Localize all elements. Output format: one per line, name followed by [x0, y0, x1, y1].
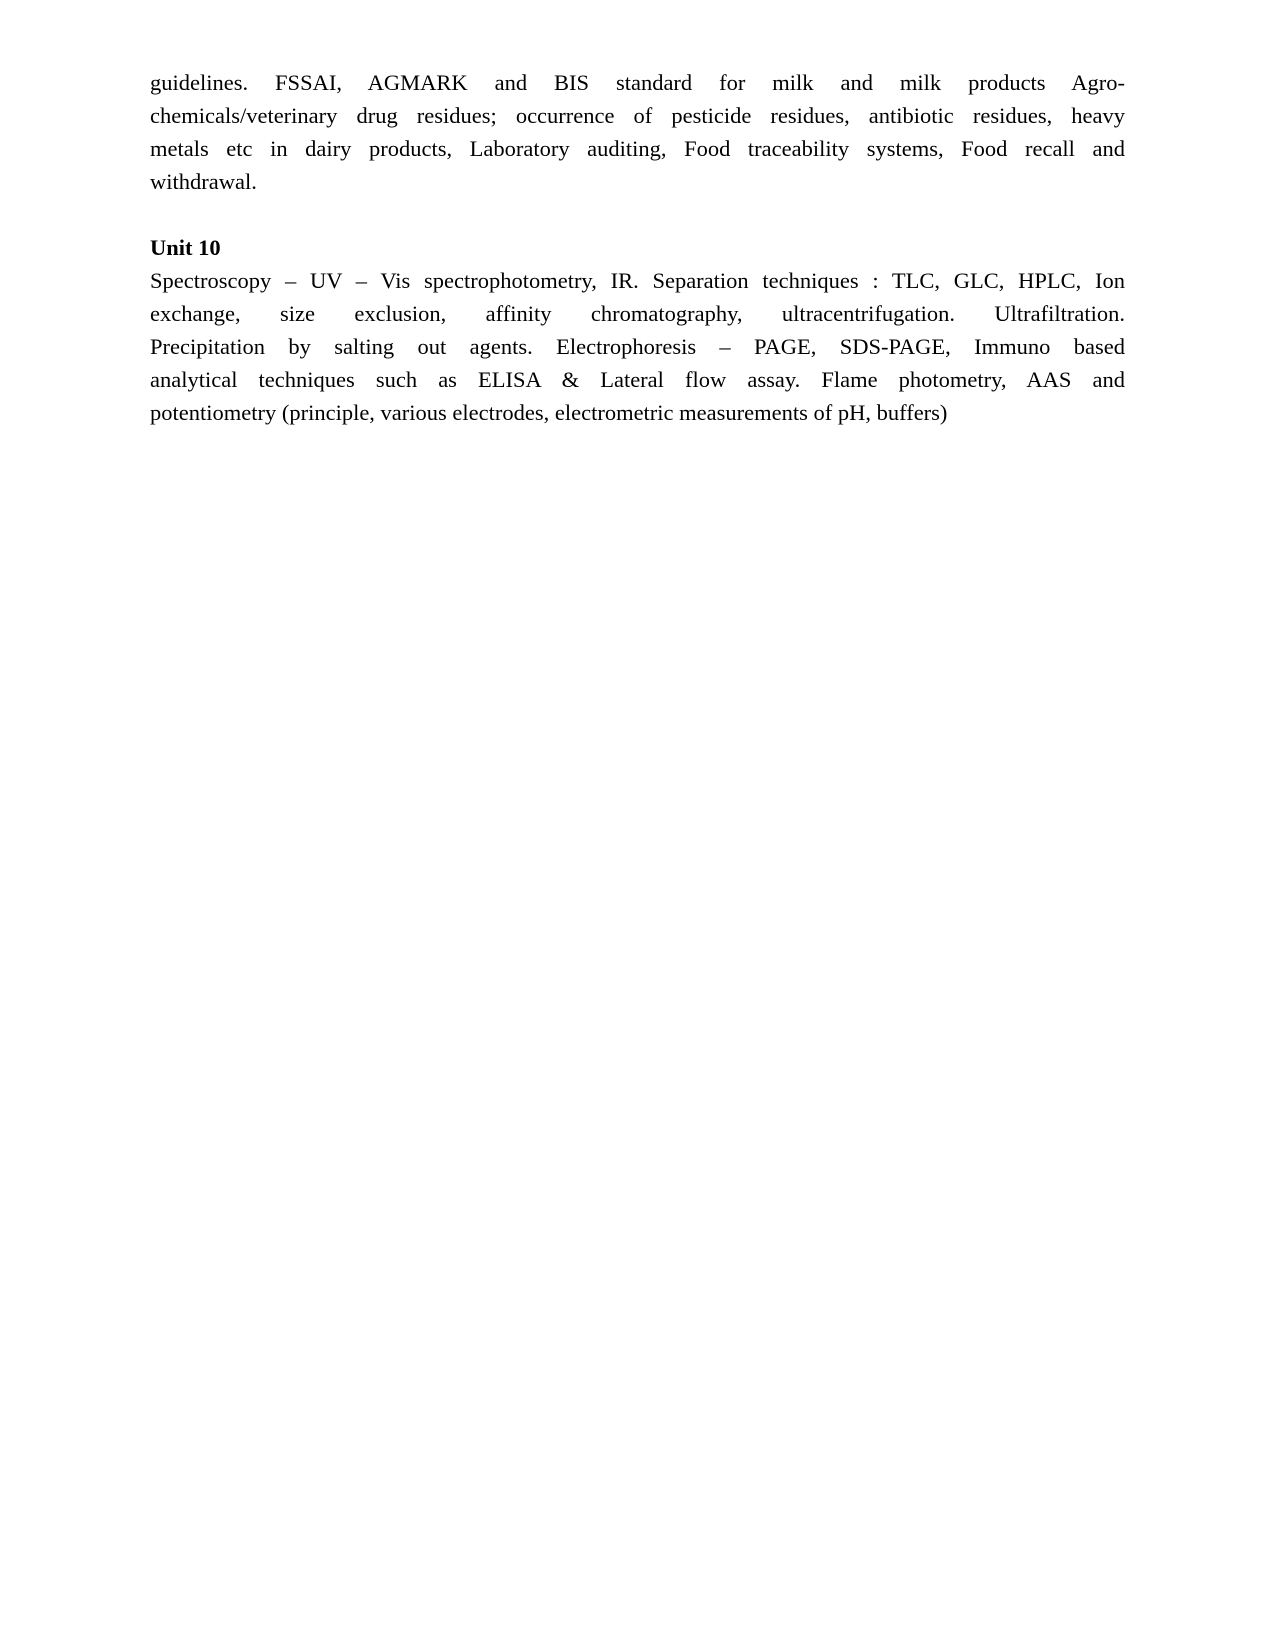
text-line: guidelines. FSSAI, AGMARK and BIS standard for milk and milk products Agro-	[150, 70, 1125, 95]
text-line: withdrawal.	[150, 169, 257, 194]
text-line: chemicals/veterinary drug residues; occurrence of pesticide residues, antibiotic residues, heavy	[150, 103, 1125, 128]
text-line: metals etc in dairy products, Laboratory auditing, Food traceability systems, Food recall and	[150, 136, 1125, 161]
text-line: exchange, size exclusion, affinity chromatography, ultracentrifugation. Ultrafiltration.	[150, 301, 1125, 326]
text-line: Spectroscopy – UV – Vis spectrophotometry, IR. Separation techniques : TLC, GLC, HPLC, Ion	[150, 268, 1125, 293]
unit-heading: Unit 10	[150, 235, 221, 260]
text-line: potentiometry (principle, various electrodes, electrometric measurements of pH, buffers)	[150, 400, 948, 425]
unit-10-paragraph	[150, 264, 1125, 429]
continuation-paragraph	[150, 66, 1125, 198]
text-line: analytical techniques such as ELISA & Lateral flow assay. Flame photometry, AAS and	[150, 367, 1125, 392]
text-line: Precipitation by salting out agents. Electrophoresis – PAGE, SDS-PAGE, Immuno based	[150, 334, 1125, 359]
document-page	[150, 66, 1125, 429]
